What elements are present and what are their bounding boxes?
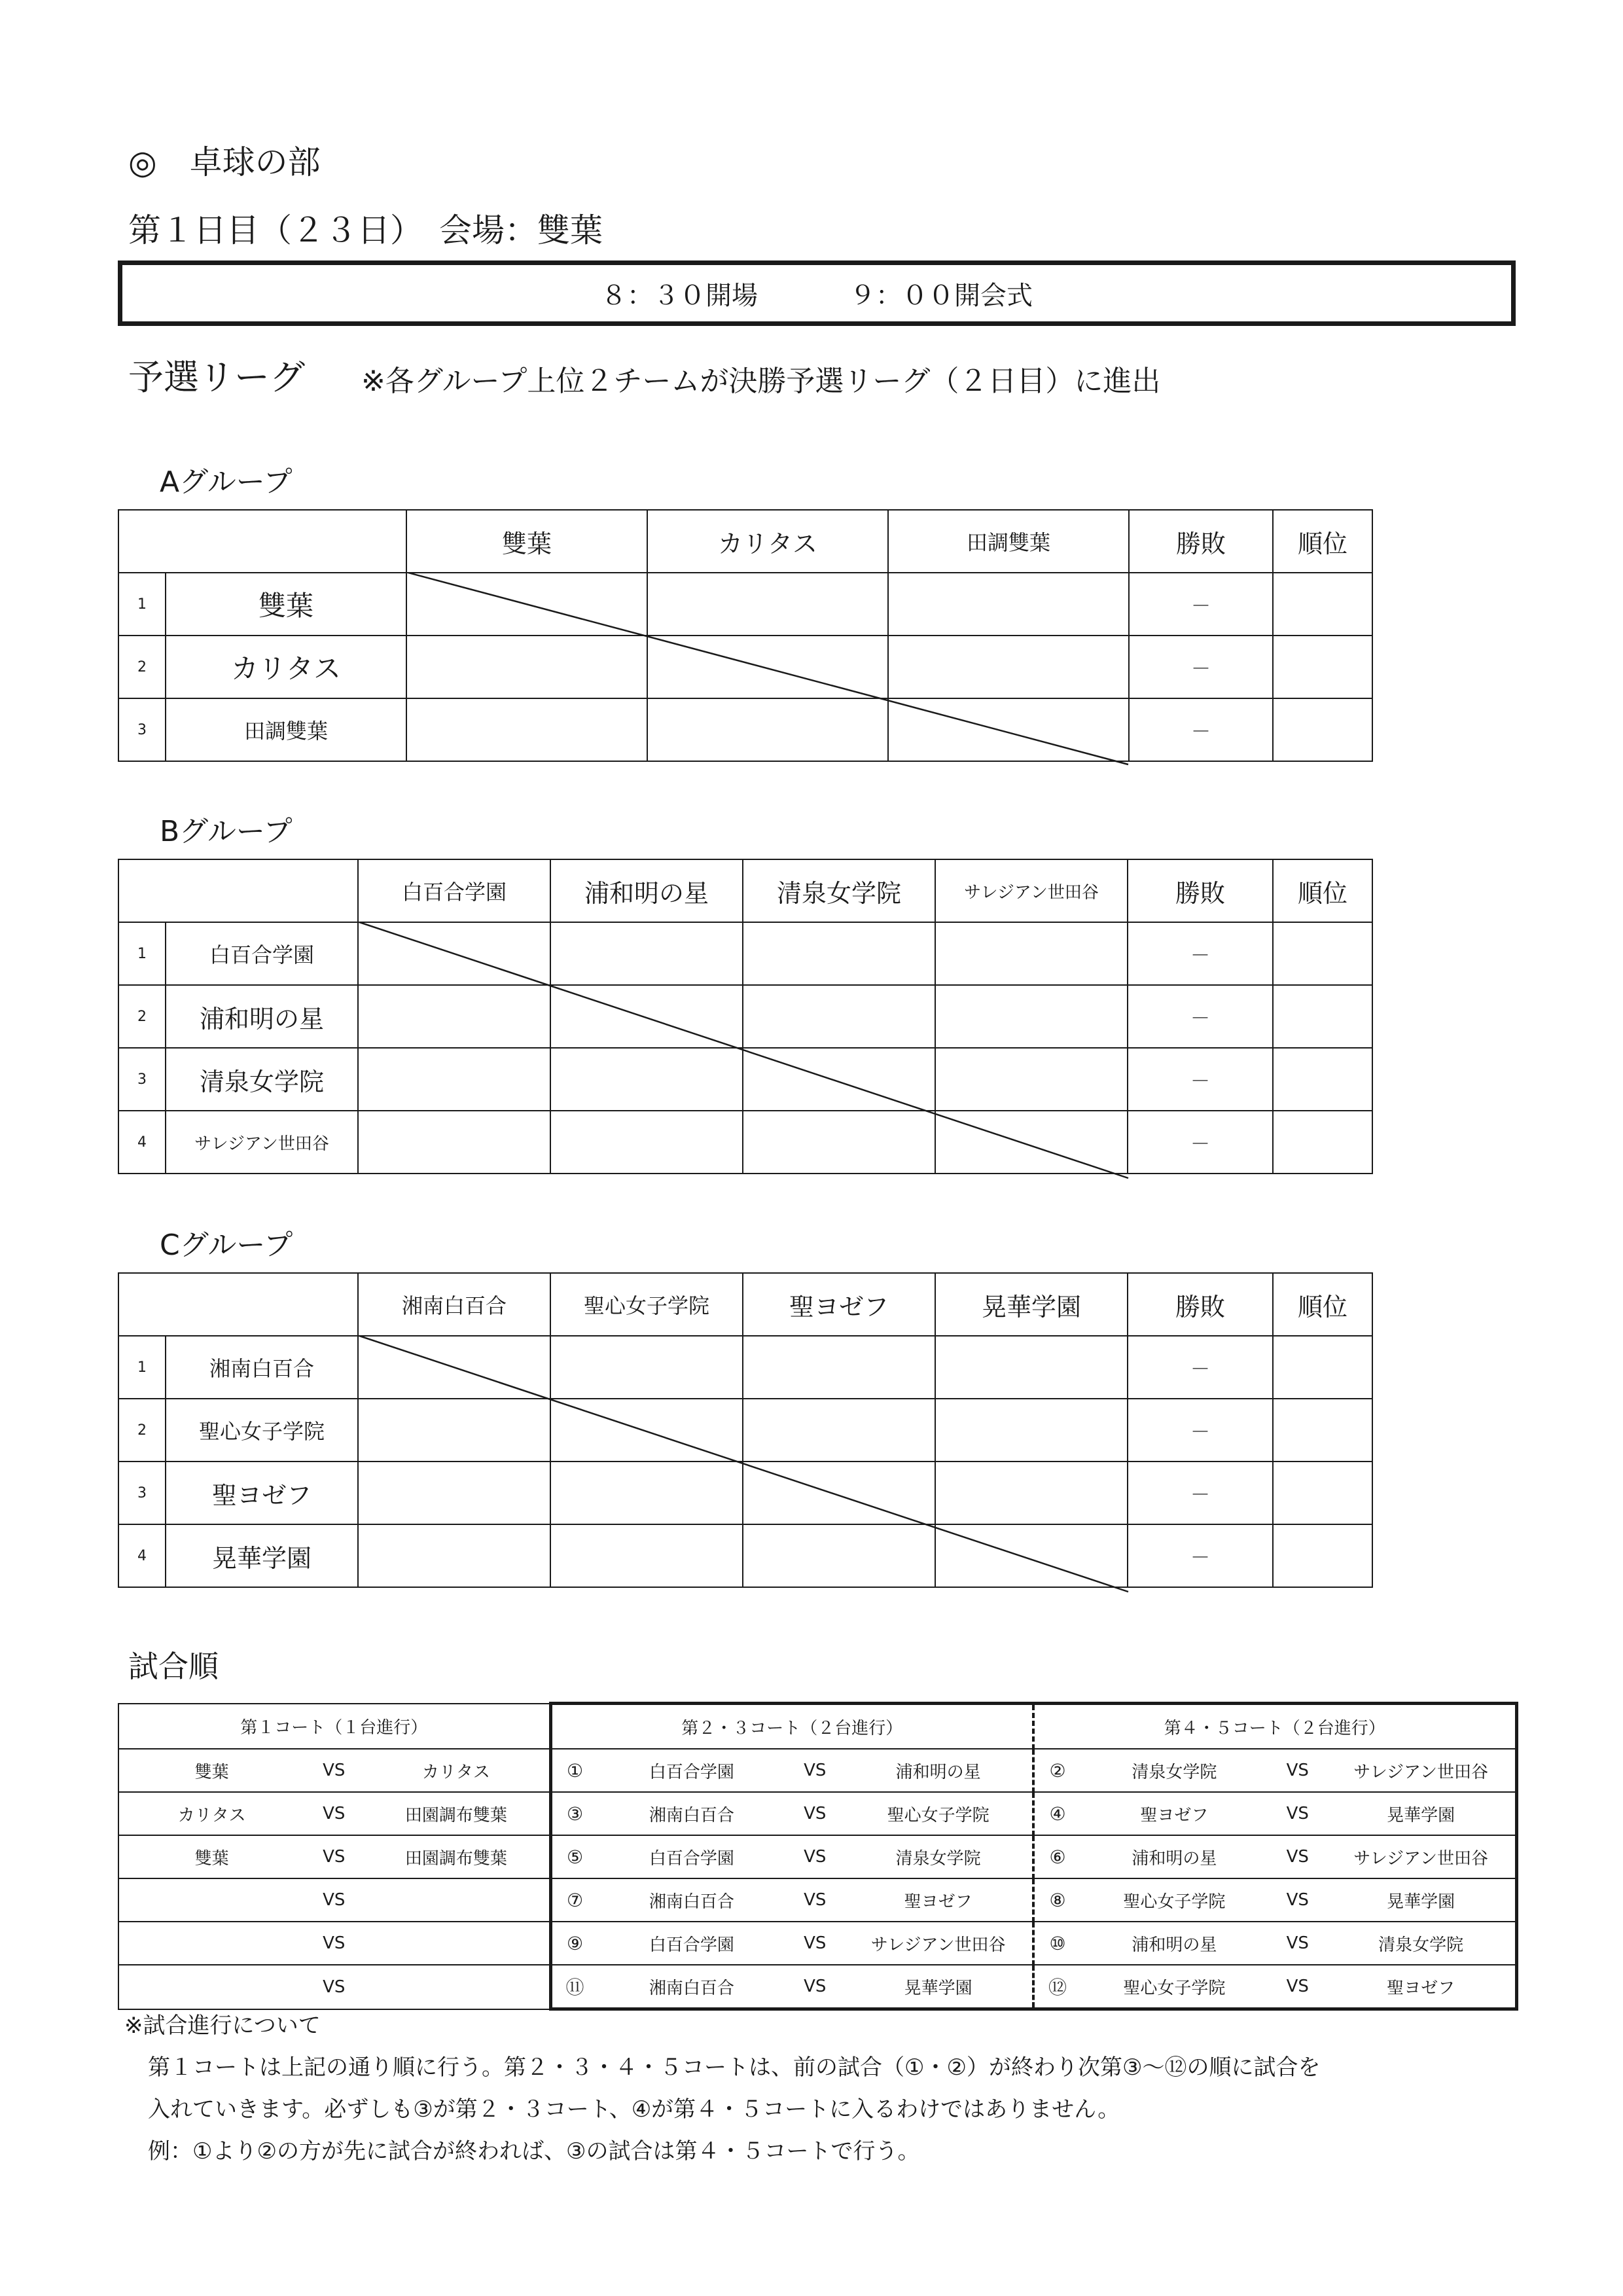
corner-cell: [118, 859, 358, 922]
team-a: カリタス: [177, 1805, 246, 1825]
match-number: ②: [1049, 1759, 1066, 1782]
column-header: 湘南白百合: [358, 1273, 550, 1336]
match-number: ⑨: [566, 1932, 584, 1954]
court1-match: [118, 1835, 550, 1878]
score-cell: [358, 1048, 550, 1111]
row-team-name: サレジアン世田谷: [166, 1111, 358, 1174]
rank-cell: [1273, 636, 1372, 698]
row-number: 3: [118, 1462, 166, 1524]
row-team-name: 聖ヨゼフ: [166, 1462, 358, 1524]
score-cell: [358, 985, 550, 1048]
court45-match: [1033, 1922, 1516, 1965]
match-number: ①: [566, 1759, 584, 1782]
ceremony-time: ９：００開会式: [849, 280, 1033, 311]
column-header: サレジアン世田谷: [935, 859, 1128, 922]
row-number: 2: [118, 636, 166, 698]
result-header: 勝敗: [1129, 510, 1273, 573]
score-cell: [935, 1399, 1128, 1462]
result-cell: －: [1128, 1524, 1273, 1587]
court1-match: [118, 1878, 550, 1922]
score-cell: [550, 985, 743, 1048]
court23-match: [550, 1878, 1033, 1922]
court45-match: [1033, 1965, 1516, 2009]
score-cell: [647, 698, 888, 761]
score-cell: [888, 698, 1129, 761]
court45-header: 第４・５コート（２台進行）: [1033, 1704, 1516, 1749]
team-a: 聖心女子学院: [1123, 1978, 1226, 1998]
vs-label: VS: [323, 1847, 346, 1867]
team-a: 雙葉: [194, 1762, 229, 1782]
court1-header: 第１コート（１台進行）: [118, 1704, 550, 1749]
notes-line-1: 第１コートは上記の通り順に行う。第２・３・４・５コートは、前の試合（①・②）が終わり次第③～⑫の順に試合を: [148, 2054, 1321, 2081]
score-cell: [647, 636, 888, 698]
vs-label: VS: [1286, 1977, 1309, 1996]
court45-match: [1033, 1835, 1516, 1878]
court23-match: [550, 1922, 1033, 1965]
table-row: [118, 573, 1372, 636]
vs-label: VS: [323, 1890, 346, 1910]
match-number: ⑧: [1049, 1889, 1066, 1911]
rank-cell: [1273, 1399, 1372, 1462]
score-cell: [550, 922, 743, 985]
rank-cell: [1273, 985, 1372, 1048]
match-row: [118, 1922, 1516, 1965]
score-cell: [935, 1462, 1128, 1524]
vs-label: VS: [323, 1804, 346, 1823]
court23-match: [550, 1749, 1033, 1792]
court23-match: [550, 1835, 1033, 1878]
corner-cell: [118, 1273, 358, 1336]
score-cell: [888, 573, 1129, 636]
rank-cell: [1273, 698, 1372, 761]
score-cell: [935, 1336, 1128, 1399]
result-cell: －: [1129, 698, 1273, 761]
group-a-label: Aグループ: [160, 465, 293, 499]
score-cell: [935, 1048, 1128, 1111]
group-c-table: [118, 1272, 1373, 1588]
match-row: [118, 1835, 1516, 1878]
rank-cell: [1273, 922, 1372, 985]
row-team-name: 田調雙葉: [166, 698, 406, 761]
vs-label: VS: [323, 1977, 346, 1997]
score-cell: [358, 1524, 550, 1587]
score-cell: [358, 1336, 550, 1399]
table-row: [118, 1336, 1372, 1399]
match-row: [118, 1749, 1516, 1792]
match-number: ⑤: [566, 1846, 584, 1868]
column-header: 晃華学園: [935, 1273, 1128, 1336]
table-row: [118, 698, 1372, 761]
table-row: [118, 636, 1372, 698]
table-row: [118, 1524, 1372, 1587]
score-cell: [743, 1399, 935, 1462]
table-header-row: [118, 510, 1372, 573]
result-cell: －: [1129, 573, 1273, 636]
team-a: 浦和明の星: [1132, 1935, 1217, 1955]
notes-heading: ※試合進行について: [124, 2013, 321, 2039]
court-header-row: [118, 1704, 1516, 1749]
match-row: [118, 1792, 1516, 1835]
score-cell: [743, 1048, 935, 1111]
score-cell: [550, 1399, 743, 1462]
rank-cell: [1273, 1336, 1372, 1399]
group-a-table: [118, 509, 1373, 762]
rank-cell: [1273, 1048, 1372, 1111]
result-cell: －: [1128, 985, 1273, 1048]
match-number: ⑥: [1049, 1846, 1066, 1868]
column-header: カリタス: [647, 510, 888, 573]
column-header: 聖心女子学院: [550, 1273, 743, 1336]
row-team-name: 聖心女子学院: [166, 1399, 358, 1462]
row-team-name: カリタス: [166, 636, 406, 698]
table-row: [118, 1111, 1372, 1174]
table-row: [118, 922, 1372, 985]
column-header: 聖ヨゼフ: [743, 1273, 935, 1336]
team-b: 田園調布雙葉: [404, 1805, 507, 1825]
score-cell: [743, 1111, 935, 1174]
table-row: [118, 1048, 1372, 1111]
row-number: 1: [118, 1336, 166, 1399]
table-row: [118, 1462, 1372, 1524]
column-header: 清泉女学院: [743, 859, 935, 922]
group-c-label: Cグループ: [160, 1229, 293, 1262]
rank-cell: [1273, 1524, 1372, 1587]
score-cell: [358, 922, 550, 985]
score-cell: [406, 636, 647, 698]
score-cell: [550, 1336, 743, 1399]
score-cell: [743, 1462, 935, 1524]
team-a: 白百合学園: [649, 1935, 734, 1955]
result-cell: －: [1128, 1399, 1273, 1462]
group-b-table: [118, 859, 1373, 1174]
team-b: サレジアン世田谷: [1353, 1762, 1489, 1782]
team-a: 白百合学園: [649, 1848, 734, 1869]
match-number: ⑫: [1048, 1977, 1067, 1998]
team-a: 湘南白百合: [649, 1978, 734, 1998]
team-a: 聖心女子学院: [1123, 1892, 1226, 1912]
team-b: 晃華学園: [1387, 1805, 1455, 1825]
time-box: [118, 260, 1516, 326]
column-header: 浦和明の星: [550, 859, 743, 922]
score-cell: [550, 1524, 743, 1587]
vs-label: VS: [1286, 1761, 1309, 1780]
court45-match: [1033, 1749, 1516, 1792]
result-cell: －: [1128, 922, 1273, 985]
team-b: サレジアン世田谷: [1353, 1848, 1489, 1869]
vs-label: VS: [804, 1847, 827, 1867]
row-team-name: 雙葉: [166, 573, 406, 636]
rank-header: 順位: [1273, 510, 1372, 573]
team-a: 清泉女学院: [1132, 1762, 1217, 1782]
vs-label: VS: [804, 1804, 827, 1823]
team-a: 雙葉: [194, 1848, 229, 1869]
prelim-note: ※各グループ上位２チームが決勝予選リーグ（２日目）に進出: [361, 365, 1161, 398]
match-number: ③: [566, 1803, 584, 1825]
score-cell: [406, 573, 647, 636]
score-cell: [647, 573, 888, 636]
score-cell: [743, 922, 935, 985]
vs-label: VS: [323, 1933, 346, 1953]
court45-match: [1033, 1792, 1516, 1835]
team-b: 浦和明の星: [895, 1762, 981, 1782]
notes-line-3: 例：①より②の方が先に試合が終われば、③の試合は第４・５コートで行う。: [148, 2138, 920, 2164]
table-row: [118, 1399, 1372, 1462]
result-header: 勝敗: [1128, 1273, 1273, 1336]
group-b-label: Bグループ: [160, 815, 293, 848]
result-cell: －: [1128, 1111, 1273, 1174]
open-time: ８：３０開場: [601, 280, 758, 311]
vs-label: VS: [1286, 1804, 1309, 1823]
row-number: 3: [118, 698, 166, 761]
court1-match: [118, 1965, 550, 2009]
rank-header: 順位: [1273, 859, 1372, 922]
vs-label: VS: [804, 1933, 827, 1953]
row-number: 1: [118, 922, 166, 985]
column-header: 白百合学園: [358, 859, 550, 922]
day-venue-line: 第１日目（２３日） 会場：雙葉: [128, 211, 603, 249]
vs-label: VS: [804, 1761, 827, 1780]
team-b: 晃華学園: [904, 1978, 972, 1998]
match-number: ⑪: [565, 1977, 584, 1998]
vs-label: VS: [323, 1761, 346, 1780]
team-b: 清泉女学院: [895, 1848, 981, 1869]
match-number: ⑩: [1049, 1932, 1066, 1954]
row-number: 2: [118, 1399, 166, 1462]
team-b: 聖ヨゼフ: [1387, 1978, 1455, 1998]
row-number: 3: [118, 1048, 166, 1111]
score-cell: [550, 1111, 743, 1174]
court23-match: [550, 1792, 1033, 1835]
row-team-name: 白百合学園: [166, 922, 358, 985]
team-b: 聖ヨゼフ: [904, 1892, 972, 1912]
match-order-title: 試合順: [128, 1649, 219, 1684]
score-cell: [743, 985, 935, 1048]
vs-label: VS: [1286, 1847, 1309, 1867]
court23-match: [550, 1965, 1033, 2009]
score-cell: [358, 1462, 550, 1524]
team-a: 湘南白百合: [649, 1892, 734, 1912]
court1-match: [118, 1792, 550, 1835]
score-cell: [935, 922, 1128, 985]
match-order-table: [118, 1702, 1518, 2011]
team-b: 晃華学園: [1387, 1892, 1455, 1912]
section-title: ◎ 卓球の部: [128, 143, 321, 181]
vs-label: VS: [804, 1977, 827, 1996]
result-header: 勝敗: [1128, 859, 1273, 922]
court23-header: 第２・３コート（２台進行）: [550, 1704, 1033, 1749]
score-cell: [550, 1048, 743, 1111]
result-cell: －: [1128, 1048, 1273, 1111]
table-header-row: [118, 1273, 1372, 1336]
vs-label: VS: [804, 1890, 827, 1910]
court45-match: [1033, 1878, 1516, 1922]
team-b: サレジアン世田谷: [870, 1935, 1006, 1955]
row-team-name: 晃華学園: [166, 1524, 358, 1587]
score-cell: [935, 1111, 1128, 1174]
rank-cell: [1273, 1111, 1372, 1174]
court1-match: [118, 1922, 550, 1965]
row-number: 1: [118, 573, 166, 636]
score-cell: [406, 698, 647, 761]
vs-label: VS: [1286, 1933, 1309, 1953]
match-row: [118, 1878, 1516, 1922]
match-number: ⑦: [566, 1889, 584, 1911]
team-a: 浦和明の星: [1132, 1848, 1217, 1869]
score-cell: [358, 1399, 550, 1462]
rank-header: 順位: [1273, 1273, 1372, 1336]
row-number: 2: [118, 985, 166, 1048]
team-a: 聖ヨゼフ: [1140, 1805, 1209, 1825]
match-number: ④: [1049, 1803, 1066, 1825]
score-cell: [888, 636, 1129, 698]
team-a: 白百合学園: [649, 1762, 734, 1782]
prelim-title: 予選リーグ: [128, 357, 305, 398]
rank-cell: [1273, 573, 1372, 636]
table-header-row: [118, 859, 1372, 922]
court1-match: [118, 1749, 550, 1792]
score-cell: [743, 1336, 935, 1399]
result-cell: －: [1129, 636, 1273, 698]
team-b: 田園調布雙葉: [404, 1848, 507, 1869]
notes-line-2: 入れていきます。必ずしも③が第２・３コート、④が第４・５コートに入るわけではありません。: [148, 2096, 1120, 2123]
score-cell: [935, 985, 1128, 1048]
match-row: [118, 1965, 1516, 2009]
rank-cell: [1273, 1462, 1372, 1524]
table-row: [118, 985, 1372, 1048]
team-a: 湘南白百合: [649, 1805, 734, 1825]
corner-cell: [118, 510, 406, 573]
result-cell: －: [1128, 1462, 1273, 1524]
vs-label: VS: [1286, 1890, 1309, 1910]
score-cell: [743, 1524, 935, 1587]
team-b: 聖心女子学院: [887, 1805, 990, 1825]
row-team-name: 湘南白百合: [166, 1336, 358, 1399]
team-b: 清泉女学院: [1378, 1935, 1464, 1955]
score-cell: [935, 1524, 1128, 1587]
row-team-name: 清泉女学院: [166, 1048, 358, 1111]
score-cell: [550, 1462, 743, 1524]
row-number: 4: [118, 1111, 166, 1174]
score-cell: [358, 1111, 550, 1174]
row-team-name: 浦和明の星: [166, 985, 358, 1048]
column-header: 田調雙葉: [888, 510, 1129, 573]
column-header: 雙葉: [406, 510, 647, 573]
row-number: 4: [118, 1524, 166, 1587]
result-cell: －: [1128, 1336, 1273, 1399]
team-b: カリタス: [421, 1762, 490, 1782]
